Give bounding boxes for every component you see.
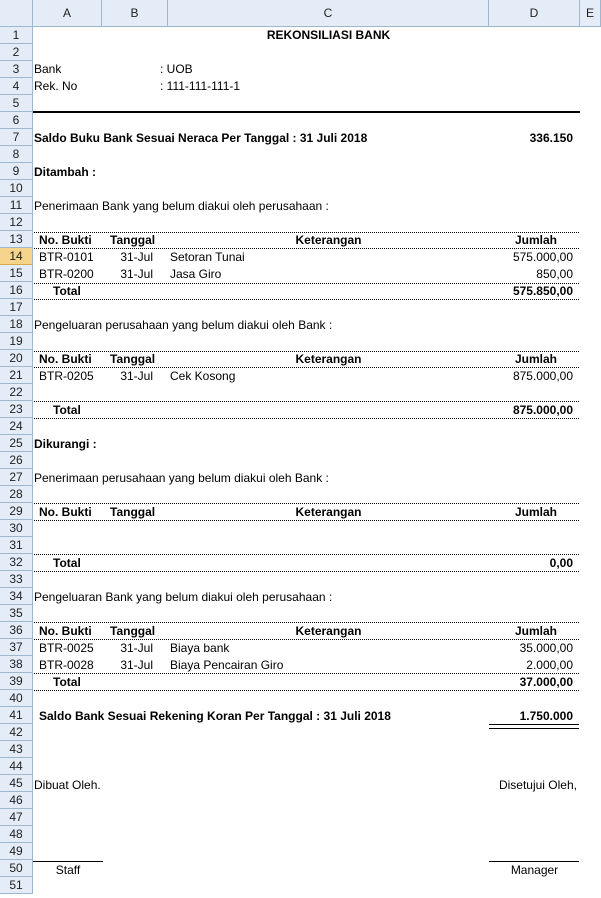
- s4-row1-keterangan: Biaya bank: [170, 641, 230, 655]
- s1-row2-jumlah: 850,00: [536, 267, 573, 281]
- row-header[interactable]: 17: [0, 299, 33, 316]
- row-header[interactable]: 45: [0, 775, 33, 792]
- header-keterangan: Keterangan: [295, 233, 362, 247]
- row-header[interactable]: 41: [0, 707, 33, 724]
- row-header[interactable]: 40: [0, 690, 33, 707]
- row-header[interactable]: 30: [0, 520, 33, 537]
- s4-row2-keterangan: Biaya Pencairan Giro: [170, 658, 284, 672]
- header-jumlah: Jumlah: [514, 624, 557, 638]
- row-header[interactable]: 36: [0, 622, 33, 639]
- bank-value: : UOB: [160, 62, 193, 76]
- header-no-bukti: No. Bukti: [39, 233, 92, 247]
- header-no-bukti: No. Bukti: [39, 624, 92, 638]
- s1-row2-no: BTR-0200: [39, 267, 94, 281]
- s2-row1-no: BTR-0205: [39, 369, 94, 383]
- row-header[interactable]: 21: [0, 367, 33, 384]
- dibuat-oleh: Dibuat Oleh.: [34, 778, 101, 792]
- header-no-bukti: No. Bukti: [39, 352, 92, 366]
- s4-row2-tanggal: 31-Jul: [120, 658, 153, 672]
- row-header[interactable]: 24: [0, 418, 33, 435]
- row-header[interactable]: 12: [0, 214, 33, 231]
- row-header[interactable]: 48: [0, 826, 33, 843]
- s1-row1-keterangan: Setoran Tunai: [170, 250, 245, 264]
- dikurangi-heading: Dikurangi :: [34, 437, 97, 451]
- s4-row1-jumlah: 35.000,00: [519, 641, 573, 655]
- header-keterangan: Keterangan: [295, 624, 362, 638]
- column-header-a[interactable]: A: [33, 0, 102, 27]
- header-divider: [33, 111, 580, 113]
- header-keterangan: Keterangan: [295, 352, 362, 366]
- row-header[interactable]: 39: [0, 673, 33, 690]
- saldo-buku-label: Saldo Buku Bank Sesuai Neraca Per Tanggal : 31 Juli 2018: [34, 131, 368, 145]
- s2-row1-jumlah: 875.000,00: [512, 369, 573, 383]
- header-jumlah: Jumlah: [514, 505, 557, 519]
- row-header[interactable]: 51: [0, 877, 33, 894]
- row-header[interactable]: 31: [0, 537, 33, 554]
- report-title: REKONSILIASI BANK: [266, 28, 391, 42]
- disetujui-oleh: Disetujui Oleh,: [498, 778, 577, 792]
- rek-value: : 111-111-111-1: [160, 79, 241, 93]
- header-jumlah: Jumlah: [514, 352, 557, 366]
- row-header[interactable]: 20: [0, 350, 33, 367]
- column-header-d[interactable]: D: [489, 0, 580, 27]
- row-header[interactable]: 1: [0, 27, 33, 44]
- s4-row1-tanggal: 31-Jul: [120, 641, 153, 655]
- row-header[interactable]: 32: [0, 554, 33, 571]
- s2-row1-tanggal: 31-Jul: [120, 369, 153, 383]
- manager-label: Manager: [510, 863, 559, 877]
- row-header[interactable]: 34: [0, 588, 33, 605]
- header-jumlah: Jumlah: [514, 233, 557, 247]
- row-header[interactable]: 49: [0, 843, 33, 860]
- row-header[interactable]: 35: [0, 605, 33, 622]
- row-header[interactable]: 2: [0, 44, 33, 61]
- row-header[interactable]: 37: [0, 639, 33, 656]
- row-header[interactable]: 15: [0, 265, 33, 282]
- s2-total-amount: 875.000,00: [512, 403, 573, 417]
- s1-row1-no: BTR-0101: [39, 250, 94, 264]
- s4-row2-no: BTR-0028: [39, 658, 94, 672]
- s1-total-label: Total: [53, 284, 81, 298]
- header-keterangan: Keterangan: [295, 505, 362, 519]
- s1-row2-keterangan: Jasa Giro: [170, 267, 222, 281]
- s1-row1-jumlah: 575.000,00: [512, 250, 573, 264]
- row-header[interactable]: 26: [0, 452, 33, 469]
- saldo-bank-amount: 1.750.000: [519, 709, 573, 723]
- section1-title: Penerimaan Bank yang belum diakui oleh perusahaan :: [34, 199, 329, 213]
- s2-row1-keterangan: Cek Kosong: [170, 369, 236, 383]
- row-header[interactable]: 29: [0, 503, 33, 520]
- row-header[interactable]: 7: [0, 129, 33, 146]
- staff-label: Staff: [55, 863, 81, 877]
- ditambah-heading: Ditambah :: [34, 165, 97, 179]
- s3-total-label: Total: [53, 556, 81, 570]
- column-header-b[interactable]: B: [102, 0, 168, 27]
- s2-total-label: Total: [53, 403, 81, 417]
- header-no-bukti: No. Bukti: [39, 505, 92, 519]
- row-header[interactable]: 11: [0, 197, 33, 214]
- row-header[interactable]: 13: [0, 231, 33, 248]
- saldo-buku-amount: 336.150: [529, 131, 573, 145]
- row-header[interactable]: 44: [0, 758, 33, 775]
- row-header[interactable]: 38: [0, 656, 33, 673]
- row-header[interactable]: 28: [0, 486, 33, 503]
- row-header[interactable]: 23: [0, 401, 33, 418]
- row-header[interactable]: 25: [0, 435, 33, 452]
- divider: [34, 299, 579, 300]
- bank-label: Bank: [34, 62, 62, 76]
- row-header[interactable]: 10: [0, 180, 33, 197]
- section3-title: Penerimaan perusahaan yang belum diakui oleh Bank :: [34, 471, 329, 485]
- row-header[interactable]: 47: [0, 809, 33, 826]
- row-header[interactable]: 50: [0, 860, 33, 877]
- s1-total-amount: 575.850,00: [512, 284, 573, 298]
- divider: [34, 571, 579, 572]
- s1-row2-tanggal: 31-Jul: [120, 267, 153, 281]
- s4-total-amount: 37.000,00: [519, 675, 573, 689]
- row-header[interactable]: 8: [0, 146, 33, 163]
- header-tanggal: Tanggal: [110, 352, 156, 366]
- section2-title: Pengeluaran perusahaan yang belum diakui oleh Bank :: [34, 318, 333, 332]
- s4-row2-jumlah: 2.000,00: [526, 658, 573, 672]
- saldo-bank-label: Saldo Bank Sesuai Rekening Koran Per Tanggal : 31 Juli 2018: [39, 709, 391, 723]
- column-header-e[interactable]: E: [580, 0, 601, 27]
- row-header[interactable]: 46: [0, 792, 33, 809]
- double-underline: [489, 724, 579, 729]
- row-header[interactable]: 18: [0, 316, 33, 333]
- row-header[interactable]: 4: [0, 78, 33, 95]
- row-header[interactable]: 22: [0, 384, 33, 401]
- divider: [34, 418, 579, 419]
- s1-row1-tanggal: 31-Jul: [120, 250, 153, 264]
- row-header[interactable]: 5: [0, 95, 33, 112]
- select-all-corner[interactable]: [0, 0, 33, 27]
- column-header-c[interactable]: C: [168, 0, 489, 27]
- row-header[interactable]: 19: [0, 333, 33, 350]
- row-header[interactable]: 42: [0, 724, 33, 741]
- row-header[interactable]: 43: [0, 741, 33, 758]
- s4-row1-no: BTR-0025: [39, 641, 94, 655]
- section4-title: Pengeluaran Bank yang belum diakui oleh perusahaan :: [34, 590, 333, 604]
- header-tanggal: Tanggal: [110, 233, 156, 247]
- divider: [34, 690, 579, 691]
- row-header[interactable]: 27: [0, 469, 33, 486]
- row-header[interactable]: 6: [0, 112, 33, 129]
- header-tanggal: Tanggal: [110, 505, 156, 519]
- row-header[interactable]: 14: [0, 248, 33, 265]
- rek-label: Rek. No: [34, 79, 78, 93]
- s4-total-label: Total: [53, 675, 81, 689]
- header-tanggal: Tanggal: [110, 624, 156, 638]
- row-header[interactable]: 3: [0, 61, 33, 78]
- row-header[interactable]: 16: [0, 282, 33, 299]
- s3-total-amount: 0,00: [549, 556, 573, 570]
- row-header[interactable]: 9: [0, 163, 33, 180]
- divider: [34, 520, 579, 521]
- row-header[interactable]: 33: [0, 571, 33, 588]
